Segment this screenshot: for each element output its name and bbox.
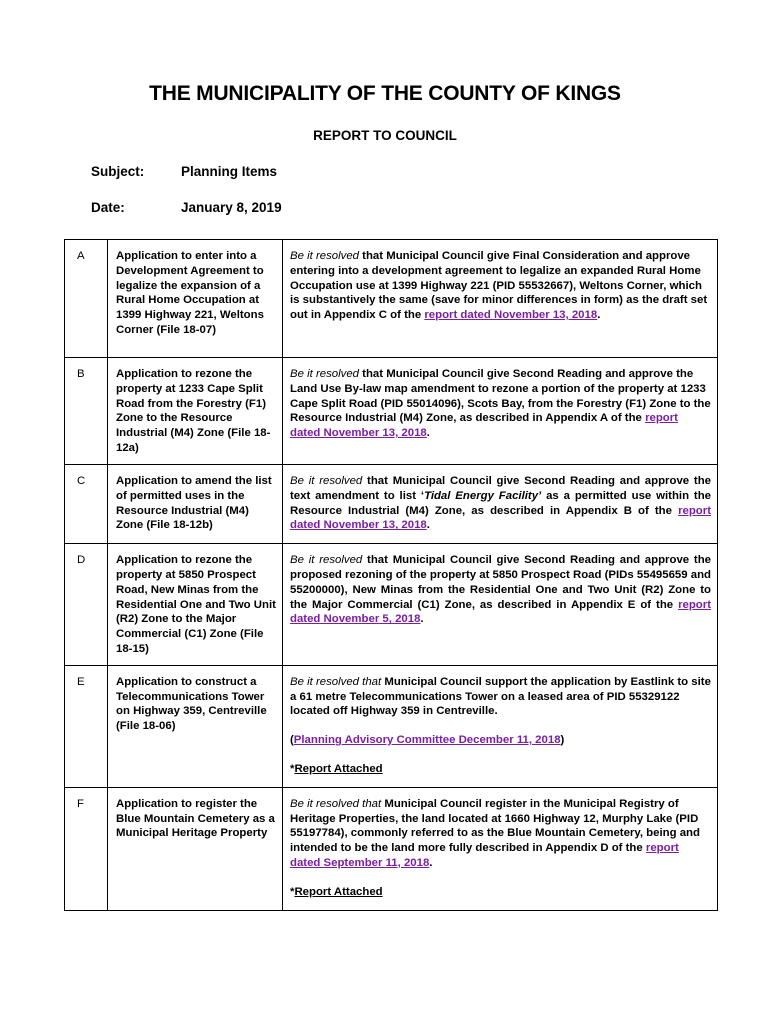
be-it-resolved: Be it resolved [290,475,363,487]
date-value: January 8, 2019 [181,200,282,215]
report-attached-link[interactable]: Report Attached [294,762,383,775]
be-it-resolved: Be it resolved [290,250,360,262]
subject-label: Subject: [91,164,145,179]
application-description: Application to amend the list of permitted uses in the Resource Industrial (M4) Zone (File 18-12b) [108,465,283,544]
resolution-cell [283,544,718,666]
be-it-resolved: Be it resolved that [290,675,382,688]
subject-line [91,164,277,179]
application-description: Application to rezone the property at 1233 Cape Split Road from the Forestry (F1) Zone to the Resource Industrial (M4) Zone (File 18-12a) [108,358,283,465]
application-description: Application to register the Blue Mountain Cemetery as a Municipal Heritage Property [108,787,283,910]
resolution-text: Be it resolved that Municipal Council give Second Reading and approve the proposed rezoning of the property at 5850 Prospect Road (PIDs 55495659 and 55200000), New Minas from the Residential One and Two Unit (R2) Zone to the Major Commercial (C1) Zone, as described in Appendix E of the report dated November 5, 2018. [290,554,711,626]
report-link[interactable]: report dated November 13, 2018 [424,309,598,322]
application-description: Application to rezone the property at 5850 Prospect Road, New Minas from the Residential One and Two Unit (R2) Zone to the Major Commercial (C1) Zone (File 18-15) [108,544,283,666]
report-link[interactable]: report dated November 13, 2018 [290,504,711,532]
table-row [65,358,718,465]
item-letter: B [65,358,108,465]
resolution-text [290,675,711,719]
item-letter: C [65,465,108,544]
report-attached-note: *Report Attached [290,885,383,898]
application-description: Application to enter into a Development Agreement to legalize the expansion of a Rural Home Occupation at 1399 Highway 221, Weltons Corner (File 18-07) [108,240,283,358]
resolution-cell [283,358,718,465]
resolution-cell [283,240,718,358]
resolution-body: that Municipal Council give Second Reading and approve the proposed rezoning of the property at 5850 Prospect Road (PIDs 55495659 and 55200000), New Minas from the Residential One and Two Unit (R2) Zone to the Major Commercial (C1) Zone, as described in Appendix E of the [290,554,711,611]
resolution-body: Municipal Council support the application by Eastlink to site a 61 metre Telecommunications Tower on a leased area of PID 55329122 located off Highway 359 in Centreville. [290,675,711,718]
date-line [91,200,282,215]
pac-link[interactable]: Planning Advisory Committee December 11, 2018 [293,734,561,747]
table-row [65,665,718,787]
report-attached-note: *Report Attached [290,762,383,775]
item-letter: D [65,544,108,666]
resolution-body: that Municipal Council give Second Reading and approve the text amendment to list ‘ [290,475,711,502]
report-link[interactable]: report dated November 5, 2018 [290,598,711,626]
planning-items-table [64,239,718,911]
resolution-body: that Municipal Council give Second Reading and approve the Land Use By-law map amendment to rezone a portion of the property at 1233 Cape Split Road (PID 55014096), Scots Bay, from the Forestry (F1) Zone to the Resource Industrial (M4) Zone, as described in Appendix A of the [290,368,711,425]
resolution-cell [283,665,718,787]
be-it-resolved: Be it resolved that [290,797,382,810]
item-letter: F [65,787,108,910]
be-it-resolved: Be it resolved [290,554,363,567]
report-link[interactable]: report dated November 13, 2018 [290,412,678,440]
be-it-resolved: Be it resolved [290,368,360,380]
resolution-text: Be it resolved that Municipal Council give Second Reading and approve the Land Use By-law map amendment to rezone a portion of the property at 1233 Cape Split Road (PID 55014096), Scots Bay, from the Forestry (F1) Zone to the Resource Industrial (M4) Zone, as described in Appendix A of the report dated November 13, 2018. [290,368,711,440]
resolution-cell [283,465,718,544]
table-row [65,787,718,910]
resolution-body: Municipal Council register in the Municipal Registry of Heritage Properties, the land located at 1660 Highway 12, Murphy Lake (PID 55197784), commonly referred to as the Blue Mountain Cemetery, being and intended to be the land more fully described in Appendix D of the [290,797,700,855]
table-row [65,544,718,666]
table-row [65,465,718,544]
resolution-cell [283,787,718,910]
resolution-body-cont: as a permitted use within the Resource Industrial (M4) Zone, as described in Appendix B of the [290,489,711,517]
table-row [65,240,718,358]
resolution-text: Be it resolved that Municipal Council give Second Reading and approve the text amendment to list ‘Tidal Energy Facility’ as a permitted use within the Resource Industrial (M4) Zone, as described in Appendix B of the report dated November 13, 2018. [290,475,711,532]
subject-value: Planning Items [181,164,278,179]
report-attached-link[interactable]: Report Attached [294,885,383,898]
resolution-text: Be it resolved that Municipal Council give Final Consideration and approve entering into a development agreement to legalize an expanded Rural Home Occupation use at 1399 Highway 221 (PID 55532667), Weltons Corner, which is substantively the same (save for minor differences in form) as the draft set out in Appendix C of the report dated November 13, 2018. [290,250,708,322]
pac-reference: (Planning Advisory Committee December 11, 2018) [290,734,565,747]
document-title: THE MUNICIPALITY OF THE COUNTY OF KINGS [149,82,621,105]
item-letter: E [65,665,108,787]
resolution-text: Be it resolved that Municipal Council register in the Municipal Registry of Heritage Properties, the land located at 1660 Highway 12, Murphy Lake (PID 55197784), commonly referred to as the Blue Mountain Cemetery, being and intended to be the land more fully described in Appendix D of the report dated September 11, 2018. [290,797,700,869]
italic-term: Tidal Energy Facility’ [424,489,542,502]
report-link[interactable]: report dated September 11, 2018 [290,842,679,869]
date-label: Date: [91,200,125,215]
application-description: Application to construct a Telecommunications Tower on Highway 359, Centreville (File 18-06) [108,665,283,787]
item-letter: A [65,240,108,358]
document-subtitle: REPORT TO COUNCIL [313,128,457,143]
resolution-body: that Municipal Council give Final Consideration and approve entering into a development agreement to legalize an expanded Rural Home Occupation use at 1399 Highway 221 (PID 55532667), Weltons Corner, which is substantively the same (save for minor differences in form) as the draft set out in Appendix C of the [290,250,708,322]
